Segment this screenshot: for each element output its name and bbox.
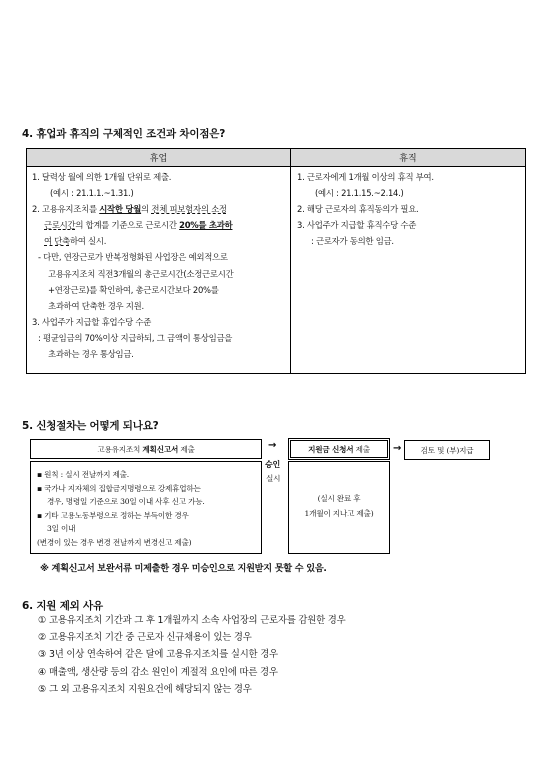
right-line: 2. 해당 근로자의 휴직동의가 필요.: [297, 204, 419, 215]
left-line: 여 단축하여 실시.: [44, 236, 107, 247]
list-item: ② 고용유지조치 기간 중 근로자 신규채용이 있는 경우: [38, 632, 252, 644]
list-item: ⑤ 그 외 고용유지조치 지원요건에 해당되지 않는 경우: [38, 683, 252, 695]
left-line: 1. 달력상 월에 의한 1개월 단위로 제출.: [32, 172, 172, 182]
left-line: 초과하는 경우 통상임금.: [48, 349, 134, 360]
exclusion-list: [38, 612, 345, 698]
right-line: 1. 근로자에게 1개월 이상의 휴직 부여.: [297, 172, 434, 182]
right-cell: [297, 169, 434, 249]
list-item: ③ 3년 이상 연속하여 같은 달에 고용유지조치를 실시한 경우: [38, 649, 278, 661]
plan-report-details: [37, 468, 205, 550]
table-divider: [290, 149, 291, 373]
left-line: (예시 : 21.1.1.~1.31.): [50, 188, 134, 199]
comparison-table: [26, 148, 526, 374]
list-item: ① 고용유지조치 기간과 그 후 1개월까지 소속 사업장의 근로자를 감원한 경우: [38, 615, 346, 626]
detail-item: 3일 이내: [47, 524, 76, 534]
review-payment-title: 검토 및 (부)지급: [420, 446, 474, 455]
left-line: +연장근로)를 확인하여, 총근로시간보다 20%를: [48, 284, 219, 295]
note-line: 1개월이 지나고 제출): [304, 509, 374, 518]
detail-item: ▪ 기타 고용노동부령으로 정하는 부득이한 경우: [37, 510, 189, 520]
left-line: 초과하여 단축한 경우 지원.: [48, 300, 144, 311]
subsidy-application-note-box: [288, 461, 390, 554]
right-line: 3. 사업주가 지급할 휴직수당 수준: [297, 220, 417, 231]
left-line: 3. 사업주가 지급할 휴업수당 수준: [32, 316, 152, 327]
review-payment-box: [404, 440, 490, 460]
plan-report-title-box: [30, 439, 262, 459]
section-5-heading: 5. 신청절차는 어떻게 되나요?: [22, 420, 159, 432]
right-line: (예시 : 21.1.15.~2.14.): [315, 188, 404, 199]
header-leave-business: 휴업: [149, 154, 168, 164]
section-4-heading: 4. 휴업과 휴직의 구체적인 조건과 차이점은?: [22, 128, 226, 140]
header-leave-employee: 휴직: [399, 154, 417, 164]
left-cell: [32, 169, 233, 362]
subsidy-application-note: [289, 491, 389, 521]
left-line: 2. 고용유지조치를 시작한 당월의 전체 피보험자의 소정: [32, 204, 227, 215]
notice-text: ※ 계획신고서 보완서류 미제출한 경우 미승인으로 지원받지 못할 수 있음.: [40, 563, 327, 574]
left-line: 근로시간의 합계를 기준으로 근로시간 20%를 초과하: [44, 220, 233, 231]
subsidy-application-title: 지원금 신청서 제출: [308, 445, 370, 454]
arrow-right-icon: →: [393, 443, 402, 454]
plan-report-title: 고용유지조치 계획신고서 제출: [97, 445, 195, 454]
plan-report-details-box: [30, 461, 262, 554]
section-6-heading: 6. 지원 제외 사유: [22, 600, 103, 612]
note-line: (실시 완료 후: [317, 494, 361, 503]
list-item: ④ 매출액, 생산량 등의 감소 원인이 계절적 요인에 따른 경우: [38, 666, 278, 678]
left-line: : 평균임금의 70%이상 지급하되, 그 금액이 통상임금을: [38, 332, 233, 343]
detail-item: ▪ 국가나 지자체의 집합금지명령으로 강제휴업하는: [37, 483, 201, 493]
arrow-right-icon: →: [268, 440, 277, 451]
implement-label: 실시: [266, 474, 281, 483]
detail-item: 경우, 명령일 기준으로 30일 이내 사후 신고 가능.: [47, 497, 205, 507]
approve-label: 승인: [265, 459, 281, 469]
left-line: 고용유지조치 직전3개월의 총근로시간(소정근로시간: [48, 268, 234, 279]
right-line: : 근로자가 동의한 임금.: [311, 236, 394, 247]
detail-item: (변경이 있는 경우 변경 전날까지 변경신고 제출): [37, 537, 192, 547]
left-line: - 다만, 연장근로가 반복정형화된 사업장은 예외적으로: [38, 252, 228, 263]
subsidy-application-title-box: [288, 438, 390, 460]
detail-item: ▪ 원칙 : 실시 전날까지 제출.: [37, 470, 129, 479]
